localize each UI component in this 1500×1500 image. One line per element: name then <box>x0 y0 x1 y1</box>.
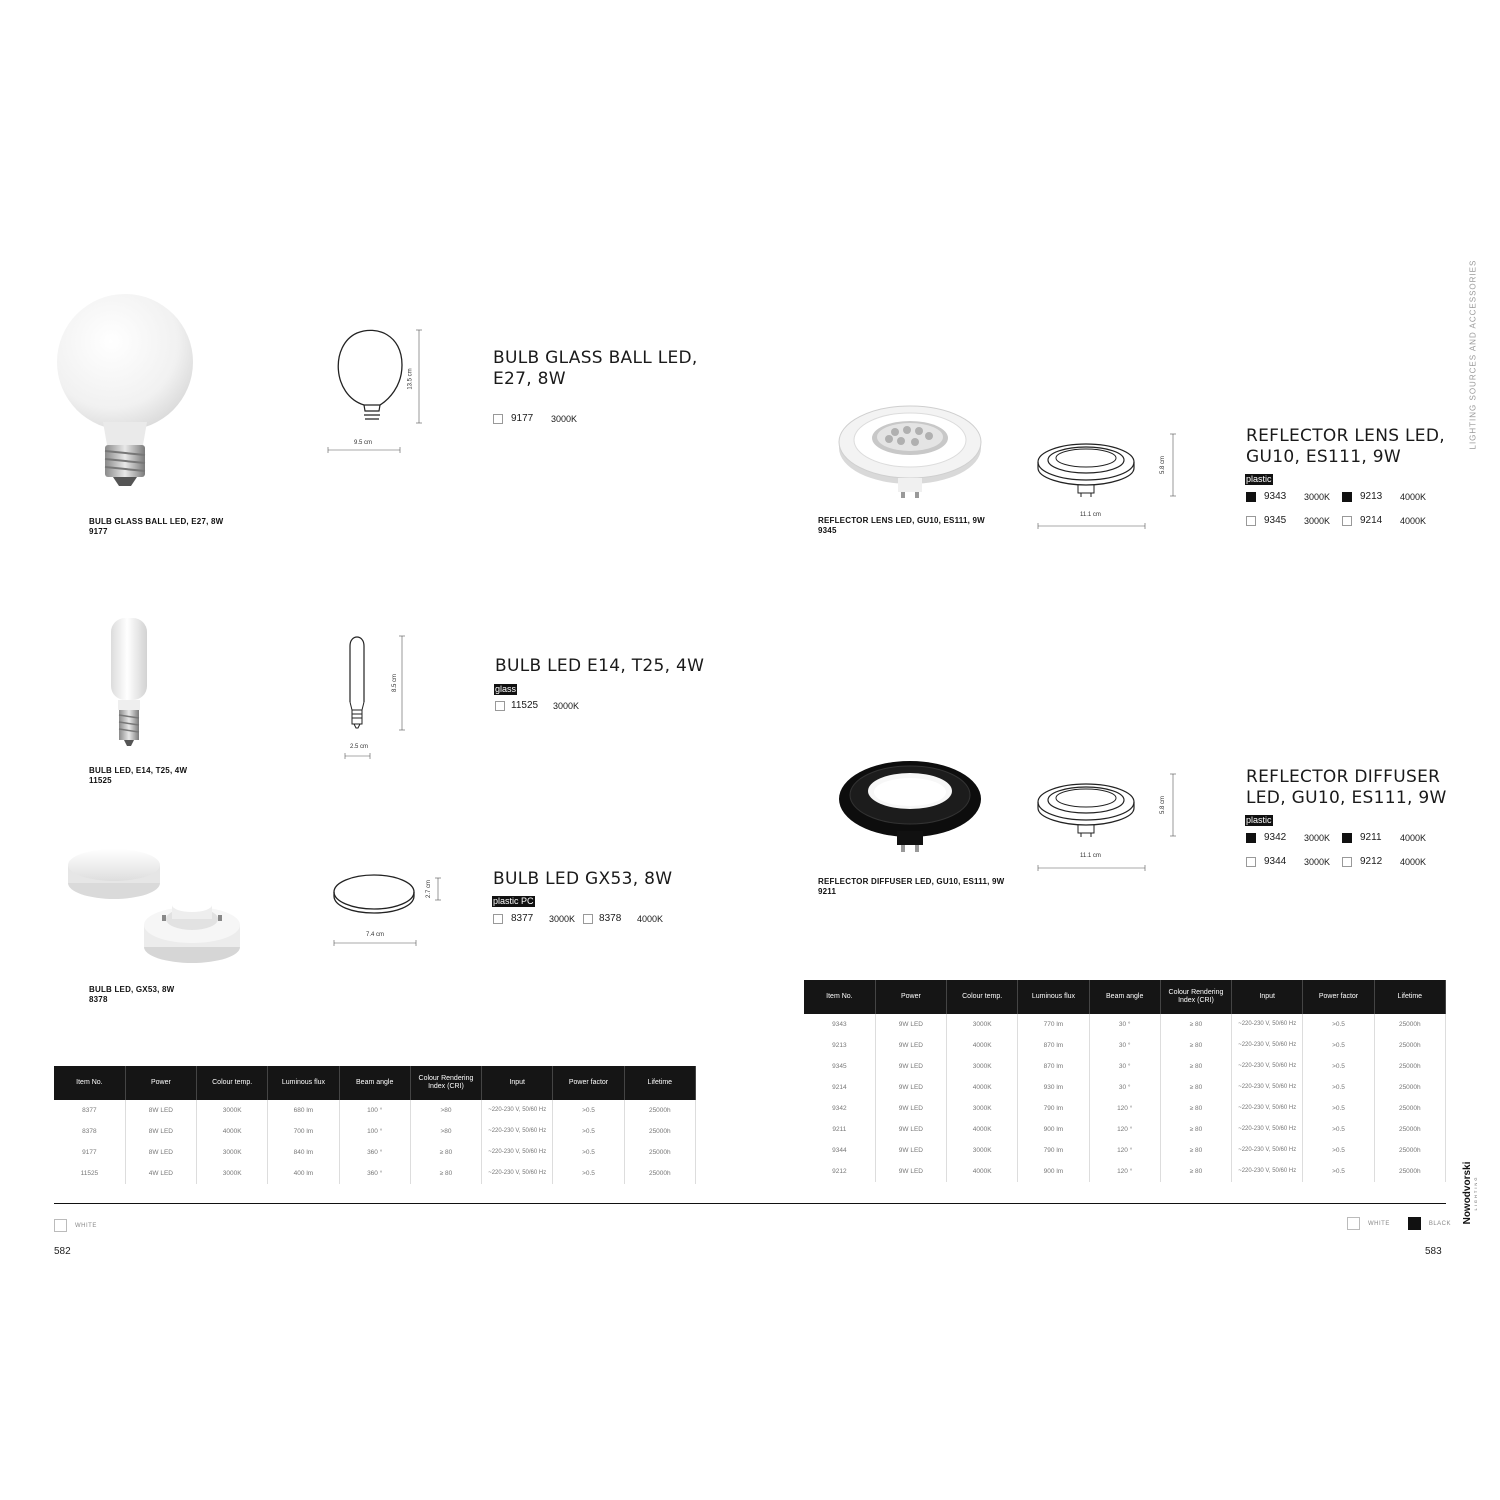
table-cell: 4000K <box>197 1121 268 1142</box>
drawing-t25-bulb <box>340 632 415 762</box>
column-header: Colour Rendering Index (CRI) <box>410 1066 481 1100</box>
table-header-row <box>804 980 1446 1014</box>
spec-table-left <box>54 1066 696 1184</box>
material-badge-diffuser: plastic <box>1246 815 1272 825</box>
table-cell: 8377 <box>54 1100 125 1121</box>
table-cell: 25000h <box>1374 1077 1445 1098</box>
table-cell: 680 lm <box>268 1100 339 1121</box>
table-cell: 8378 <box>54 1121 125 1142</box>
table-cell: 9W LED <box>875 1119 946 1140</box>
drawing-reflector-diffuser <box>1033 768 1183 873</box>
table-cell: 4000K <box>947 1077 1018 1098</box>
variant-list-t25 <box>495 700 579 711</box>
table-cell: >80 <box>410 1121 481 1142</box>
dimension-width-ball: 9.5 cm <box>354 440 373 446</box>
variant-item[interactable]: 9213 4000K <box>1342 491 1438 502</box>
column-header: Beam angle <box>1089 980 1160 1014</box>
table-cell: 25000h <box>1374 1140 1445 1161</box>
page-number-left: 582 <box>54 1246 71 1257</box>
table-cell: 25000h <box>1374 1014 1445 1035</box>
table-cell: 9345 <box>804 1056 875 1077</box>
table-cell: ≥ 80 <box>410 1142 481 1163</box>
variant-item[interactable]: 11525 3000K <box>495 700 579 711</box>
table-cell: ≥ 80 <box>1160 1014 1231 1035</box>
table-cell: 25000h <box>1374 1161 1445 1182</box>
table-cell: 3000K <box>947 1056 1018 1077</box>
table-header-row <box>54 1066 696 1100</box>
table-cell: >0.5 <box>1303 1035 1374 1056</box>
product-photo-reflector-lens <box>835 400 985 500</box>
photo-caption-lens: REFLECTOR LENS LED, GU10, ES111, 9W 9345 <box>818 516 985 535</box>
color-swatch-white <box>495 701 505 711</box>
table-row <box>804 1014 1446 1035</box>
table-cell: ~220-230 V, 50/60 Hz <box>1232 1014 1303 1035</box>
table-cell: >0.5 <box>553 1142 624 1163</box>
table-cell: 790 lm <box>1018 1140 1089 1161</box>
table-cell: ≥ 80 <box>1160 1056 1231 1077</box>
material-badge-lens: plastic <box>1246 474 1272 484</box>
color-swatch-black <box>1342 492 1352 502</box>
table-cell: ~220-230 V, 50/60 Hz <box>482 1121 553 1142</box>
dimension-width-t25: 2.5 cm <box>350 744 369 750</box>
table-cell: 100 ° <box>339 1100 410 1121</box>
table-row <box>804 1056 1446 1077</box>
color-swatch-white <box>493 414 503 424</box>
variant-item[interactable]: 9214 4000K <box>1342 515 1438 526</box>
table-cell: 3000K <box>947 1014 1018 1035</box>
variant-item[interactable]: 9211 4000K <box>1342 832 1438 843</box>
table-cell: >80 <box>410 1100 481 1121</box>
table-cell: 11525 <box>54 1163 125 1184</box>
table-cell: 25000h <box>1374 1056 1445 1077</box>
variant-list-diffuser <box>1246 832 1438 867</box>
table-cell: 9W LED <box>875 1035 946 1056</box>
brand-logo <box>1462 1161 1478 1225</box>
table-cell: 400 lm <box>268 1163 339 1184</box>
color-swatch-white <box>1246 857 1256 867</box>
column-header: Input <box>482 1066 553 1100</box>
table-cell: 3000K <box>197 1142 268 1163</box>
table-cell: 120 ° <box>1089 1098 1160 1119</box>
product-title-lens: REFLECTOR LENS LED, GU10, ES111, 9W <box>1246 426 1445 467</box>
table-cell: 900 lm <box>1018 1119 1089 1140</box>
table-cell: 4W LED <box>125 1163 196 1184</box>
table-cell: 790 lm <box>1018 1098 1089 1119</box>
table-cell: 30 ° <box>1089 1014 1160 1035</box>
table-cell: 9214 <box>804 1077 875 1098</box>
variant-item[interactable]: 9345 3000K <box>1246 515 1342 526</box>
table-cell: 4000K <box>947 1035 1018 1056</box>
table-cell: ~220-230 V, 50/60 Hz <box>1232 1098 1303 1119</box>
column-header: Power factor <box>1303 980 1374 1014</box>
table-cell: ≥ 80 <box>410 1163 481 1184</box>
table-cell: 870 lm <box>1018 1035 1089 1056</box>
table-cell: 3000K <box>947 1140 1018 1161</box>
photo-caption-gx53: BULB LED, GX53, 8W 8378 <box>89 985 175 1004</box>
variant-item[interactable]: 8377 3000K <box>493 913 575 924</box>
table-row <box>54 1163 696 1184</box>
product-photo-t25-bulb <box>105 615 155 750</box>
table-cell: 9213 <box>804 1035 875 1056</box>
variant-item[interactable]: 9344 3000K <box>1246 856 1342 867</box>
dimension-width-gx53: 7.4 cm <box>366 932 385 938</box>
table-cell: 9177 <box>54 1142 125 1163</box>
table-cell: 930 lm <box>1018 1077 1089 1098</box>
table-cell: >0.5 <box>1303 1119 1374 1140</box>
table-cell: ≥ 80 <box>1160 1119 1231 1140</box>
table-cell: 25000h <box>624 1142 695 1163</box>
table-cell: ~220-230 V, 50/60 Hz <box>1232 1056 1303 1077</box>
table-cell: ~220-230 V, 50/60 Hz <box>482 1163 553 1184</box>
table-cell: ≥ 80 <box>1160 1098 1231 1119</box>
column-header: Luminous flux <box>1018 980 1089 1014</box>
dimension-height-diffuser: 5.8 cm <box>1160 795 1167 815</box>
table-row <box>804 1161 1446 1182</box>
table-cell: 9W LED <box>875 1161 946 1182</box>
column-header: Input <box>1232 980 1303 1014</box>
page-number-right: 583 <box>1425 1246 1442 1257</box>
spec-table-right <box>804 980 1446 1182</box>
table-cell: 120 ° <box>1089 1140 1160 1161</box>
legend-left: WHITE <box>54 1219 97 1232</box>
variant-list-gx53 <box>493 913 663 924</box>
table-row <box>54 1142 696 1163</box>
table-cell: 360 ° <box>339 1142 410 1163</box>
table-cell: 9342 <box>804 1098 875 1119</box>
dimension-height-t25: 8.5 cm <box>392 673 399 693</box>
table-cell: ~220-230 V, 50/60 Hz <box>482 1100 553 1121</box>
color-swatch-white <box>1342 857 1352 867</box>
table-cell: 9W LED <box>875 1140 946 1161</box>
dimension-height-ball: 13.5 cm <box>407 368 414 390</box>
column-header: Power factor <box>553 1066 624 1100</box>
table-cell: 100 ° <box>339 1121 410 1142</box>
table-cell: >0.5 <box>1303 1077 1374 1098</box>
column-header: Colour temp. <box>197 1066 268 1100</box>
section-side-label: LIGHTING SOURCES AND ACCESSORIES <box>1468 259 1478 450</box>
table-cell: ~220-230 V, 50/60 Hz <box>1232 1161 1303 1182</box>
column-header: Luminous flux <box>268 1066 339 1100</box>
drawing-reflector-lens <box>1033 428 1183 533</box>
table-cell: ≥ 80 <box>1160 1035 1231 1056</box>
color-swatch-black <box>1246 833 1256 843</box>
product-title-gx53: BULB LED GX53, 8W <box>493 869 673 889</box>
color-swatch-white <box>1246 516 1256 526</box>
product-photo-gx53-bulb <box>62 835 247 970</box>
table-cell: 25000h <box>1374 1098 1445 1119</box>
column-header: Lifetime <box>624 1066 695 1100</box>
column-header: Power <box>875 980 946 1014</box>
table-cell: >0.5 <box>1303 1140 1374 1161</box>
color-swatch-white <box>493 914 503 924</box>
table-cell: >0.5 <box>553 1121 624 1142</box>
variant-item[interactable]: 8378 4000K <box>583 913 663 924</box>
table-cell: 9W LED <box>875 1098 946 1119</box>
table-cell: >0.5 <box>553 1100 624 1121</box>
material-badge-t25: glass <box>495 684 517 694</box>
table-cell: 4000K <box>947 1119 1018 1140</box>
table-row <box>804 1140 1446 1161</box>
product-title-t25: BULB LED E14, T25, 4W <box>495 656 705 676</box>
table-cell: >0.5 <box>1303 1098 1374 1119</box>
color-swatch-white <box>583 914 593 924</box>
table-cell: ~220-230 V, 50/60 Hz <box>1232 1035 1303 1056</box>
photo-caption-t25: BULB LED, E14, T25, 4W 11525 <box>89 766 188 785</box>
photo-caption-ball: BULB GLASS BALL LED, E27, 8W 9177 <box>89 517 224 536</box>
table-cell: ~220-230 V, 50/60 Hz <box>1232 1119 1303 1140</box>
dimension-width-lens: 11.1 cm <box>1080 512 1101 518</box>
dimension-height-gx53: 2.7 cm <box>426 879 433 899</box>
table-cell: 4000K <box>947 1161 1018 1182</box>
table-row <box>804 1119 1446 1140</box>
column-header: Beam angle <box>339 1066 410 1100</box>
product-title-ball: BULB GLASS BALL LED, E27, 8W <box>493 348 698 389</box>
table-row <box>54 1100 696 1121</box>
table-cell: 25000h <box>1374 1035 1445 1056</box>
table-cell: 3000K <box>197 1100 268 1121</box>
table-cell: 9344 <box>804 1140 875 1161</box>
table-cell: 840 lm <box>268 1142 339 1163</box>
table-cell: 3000K <box>947 1098 1018 1119</box>
product-title-diffuser: REFLECTOR DIFFUSER LED, GU10, ES111, 9W <box>1246 767 1447 808</box>
variant-item[interactable]: 9343 3000K <box>1246 491 1342 502</box>
color-swatch-black <box>1246 492 1256 502</box>
table-cell: 25000h <box>1374 1119 1445 1140</box>
table-cell: >0.5 <box>553 1163 624 1184</box>
table-cell: ~220-230 V, 50/60 Hz <box>1232 1077 1303 1098</box>
table-cell: ~220-230 V, 50/60 Hz <box>482 1142 553 1163</box>
table-row <box>804 1035 1446 1056</box>
column-header: Lifetime <box>1374 980 1445 1014</box>
color-swatch-black <box>1342 833 1352 843</box>
table-cell: 30 ° <box>1089 1077 1160 1098</box>
table-cell: 120 ° <box>1089 1119 1160 1140</box>
table-cell: 9W LED <box>875 1014 946 1035</box>
table-cell: 30 ° <box>1089 1035 1160 1056</box>
table-cell: 25000h <box>624 1163 695 1184</box>
legend-swatch-white <box>1347 1217 1360 1230</box>
variant-list-ball <box>493 413 577 424</box>
product-photo-ball-bulb <box>55 290 200 490</box>
table-cell: 120 ° <box>1089 1161 1160 1182</box>
drawing-ball-bulb <box>322 325 432 460</box>
column-header: Item No. <box>54 1066 125 1100</box>
table-cell: 360 ° <box>339 1163 410 1184</box>
table-cell: 3000K <box>197 1163 268 1184</box>
table-cell: 9W LED <box>875 1077 946 1098</box>
material-badge-gx53: plastic PC <box>493 896 534 906</box>
table-cell: ≥ 80 <box>1160 1140 1231 1161</box>
table-cell: 9212 <box>804 1161 875 1182</box>
table-cell: 9W LED <box>875 1056 946 1077</box>
table-cell: 9211 <box>804 1119 875 1140</box>
table-row <box>804 1077 1446 1098</box>
legend-swatch-black <box>1408 1217 1421 1230</box>
variant-item[interactable]: 9177 3000K <box>493 413 577 424</box>
table-cell: 870 lm <box>1018 1056 1089 1077</box>
table-cell: >0.5 <box>1303 1056 1374 1077</box>
legend-right: WHITE BLACK <box>1347 1217 1451 1230</box>
table-cell: 8W LED <box>125 1142 196 1163</box>
table-row <box>804 1098 1446 1119</box>
variant-list-lens <box>1246 491 1438 526</box>
brand-name: Nowodvorski <box>1462 1161 1473 1225</box>
column-header: Colour temp. <box>947 980 1018 1014</box>
column-header: Power <box>125 1066 196 1100</box>
variant-item[interactable]: 9212 4000K <box>1342 856 1438 867</box>
table-cell: 770 lm <box>1018 1014 1089 1035</box>
table-cell: 9343 <box>804 1014 875 1035</box>
column-header: Item No. <box>804 980 875 1014</box>
dimension-height-lens: 5.8 cm <box>1160 455 1167 475</box>
table-cell: 8W LED <box>125 1100 196 1121</box>
footer-rule <box>54 1203 1446 1204</box>
column-header: Colour Rendering Index (CRI) <box>1160 980 1231 1014</box>
photo-caption-diffuser: REFLECTOR DIFFUSER LED, GU10, ES111, 9W 9211 <box>818 877 1005 896</box>
table-cell: 900 lm <box>1018 1161 1089 1182</box>
table-cell: ≥ 80 <box>1160 1077 1231 1098</box>
variant-item[interactable]: 9342 3000K <box>1246 832 1342 843</box>
table-cell: 25000h <box>624 1100 695 1121</box>
table-cell: >0.5 <box>1303 1014 1374 1035</box>
color-swatch-white <box>1342 516 1352 526</box>
table-cell: 700 lm <box>268 1121 339 1142</box>
table-cell: 25000h <box>624 1121 695 1142</box>
table-cell: 30 ° <box>1089 1056 1160 1077</box>
dimension-width-diffuser: 11.1 cm <box>1080 853 1101 859</box>
table-row <box>54 1121 696 1142</box>
table-cell: ≥ 80 <box>1160 1161 1231 1182</box>
table-cell: ~220-230 V, 50/60 Hz <box>1232 1140 1303 1161</box>
brand-subtitle: LIGHTING <box>1473 1175 1478 1211</box>
table-cell: 8W LED <box>125 1121 196 1142</box>
product-photo-reflector-diffuser <box>835 757 985 857</box>
legend-swatch-white <box>54 1219 67 1232</box>
table-cell: >0.5 <box>1303 1161 1374 1182</box>
